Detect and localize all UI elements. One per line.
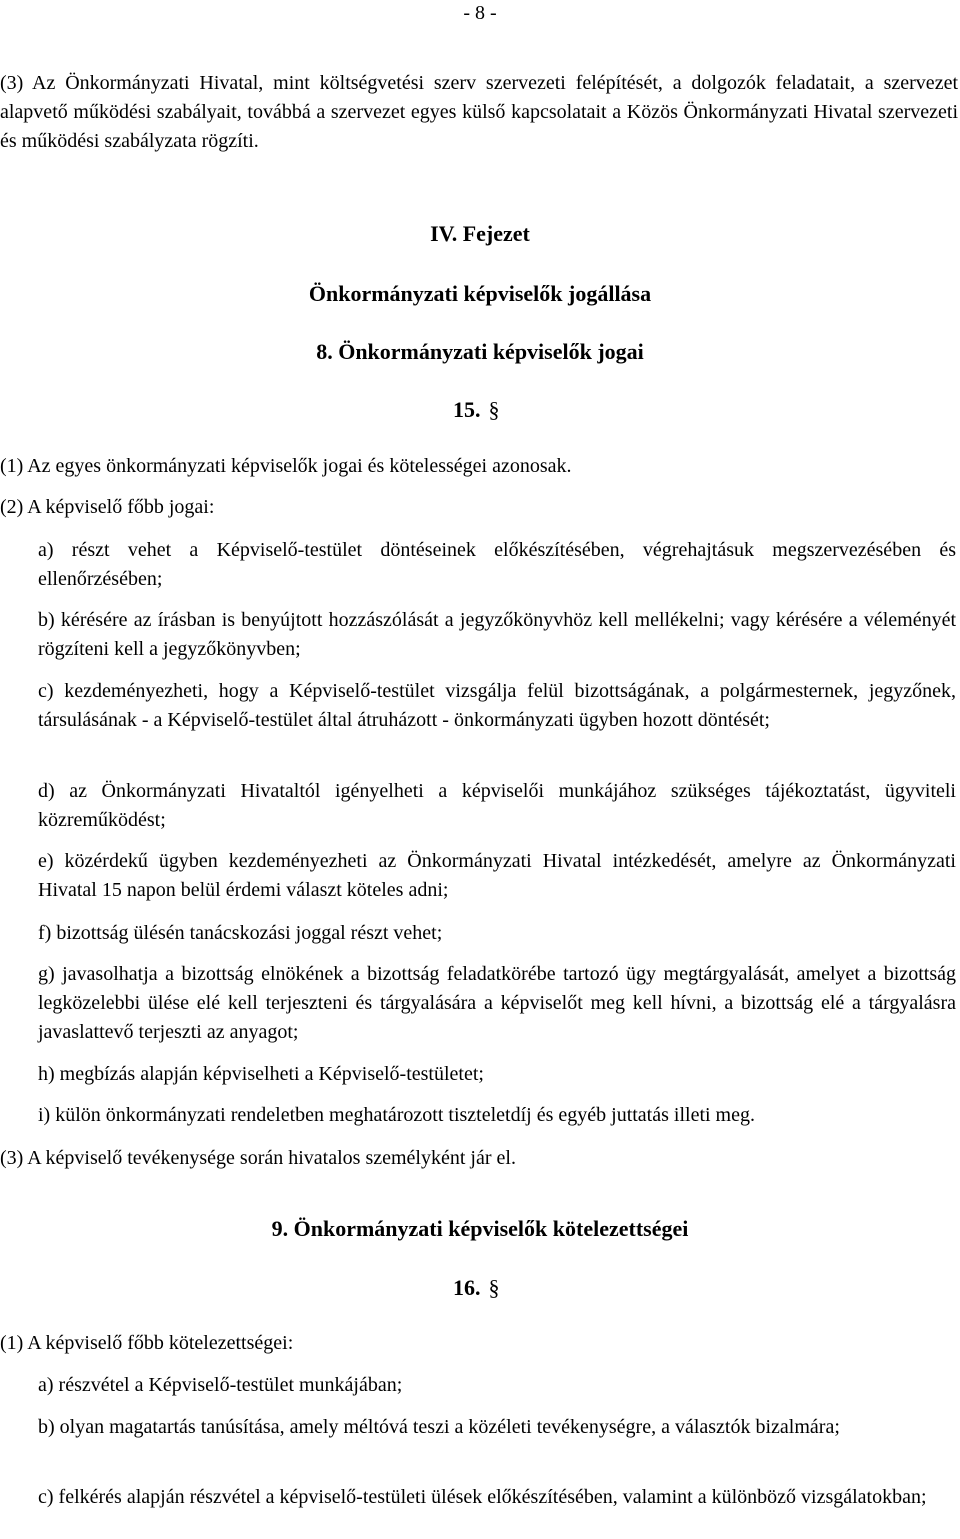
rights-item-i: i) külön önkormányzati rendeletben meghatározott tiszteletdíj és egyéb juttatás illeti meg.	[38, 1104, 755, 1126]
part9-title: 9. Önkormányzati képviselők kötelezettségei	[271, 1216, 689, 1241]
section-15-heading	[453, 396, 500, 424]
part8-paragraph-1: (1) Az egyes önkormányzati képviselők jogai és kötelességei azonosak.	[0, 455, 572, 477]
part8-paragraph-2: (2) A képviselő főbb jogai:	[0, 496, 215, 518]
duties-item-b: b) olyan magatartás tanúsítása, amely méltóvá teszi a közéleti tevékenységre, a választók bizalmára;	[38, 1416, 840, 1438]
part8-title: 8. Önkormányzati képviselők jogai	[316, 339, 644, 364]
section-15-number: 15.	[453, 397, 481, 422]
chapter-title: IV. Fejezet	[430, 221, 530, 246]
rights-item-e: e) közérdekű ügyben kezdeményezheti az Önkormányzati Hivatal intézkedését, amelyre az Önkormányzati Hivatal 15 napon belül érdemi választ köteles adni;	[38, 850, 956, 901]
rights-item-c: c) kezdeményezheti, hogy a Képviselő-testület vizsgálja felül bizottságának, a polgármesternek, jegyzőnek, társulásának - a Képviselő-testület által átruházott - önkormányzati ügyben hozott döntését;	[38, 680, 956, 731]
section-16-number: 16.	[453, 1275, 481, 1300]
page-number: - 8 -	[463, 2, 497, 24]
rights-item-b: b) kérésére az írásban is benyújtott hozzászólását a jegyzőkönyvhöz kell mellékelni; vagy kérésére a véleményét rögzíteni kell a jegyzőkönyvben;	[38, 609, 956, 660]
intro-paragraph: (3) Az Önkormányzati Hivatal, mint költségvetési szerv szervezeti felépítését, a dolgozók feladatait, a szervezet alapvető működési szabályait, továbbá a szervezet egyes külső kapcsolatait a Közös Önkormányzati Hivatal szervezeti és működési szabályzata rögzíti.	[0, 72, 958, 152]
duties-item-c: c) felkérés alapján részvétel a képviselő-testületi ülések előkészítésében, valamint a különböző vizsgálatokban;	[38, 1486, 927, 1508]
duties-item-a: a) részvétel a Képviselő-testület munkájában;	[38, 1374, 403, 1396]
rights-item-a: a) részt vehet a Képviselő-testület döntéseinek előkészítésében, végrehajtásuk megszervezésében és ellenőrzésében;	[38, 539, 956, 590]
section-symbol-icon: §	[488, 397, 500, 422]
rights-item-f: f) bizottság ülésén tanácskozási joggal részt vehet;	[38, 922, 443, 944]
rights-item-h: h) megbízás alapján képviselheti a Képviselő-testületet;	[38, 1063, 484, 1085]
rights-item-d: d) az Önkormányzati Hivataltól igényelheti a képviselői munkájához szükséges tájékoztatást, ügyviteli közreműködést;	[38, 780, 956, 831]
chapter-subtitle: Önkormányzati képviselők jogállása	[308, 281, 652, 306]
section-16-heading	[453, 1274, 500, 1302]
part9-paragraph-1: (1) A képviselő főbb kötelezettségei:	[0, 1332, 294, 1354]
section-symbol-icon: §	[488, 1275, 500, 1300]
rights-item-g: g) javasolhatja a bizottság elnökének a bizottság feladatkörébe tartozó ügy megtárgyalását, amelyet a bizottság legközelebbi ülése elé kell terjeszteni és tárgyalására a képviselőt meg kell hívni, a bizottság elé a tárgyalásra javaslattevő terjeszti az anyagot;	[38, 963, 956, 1043]
part8-paragraph-3: (3) A képviselő tevékenysége során hivatalos személyként jár el.	[0, 1147, 516, 1169]
